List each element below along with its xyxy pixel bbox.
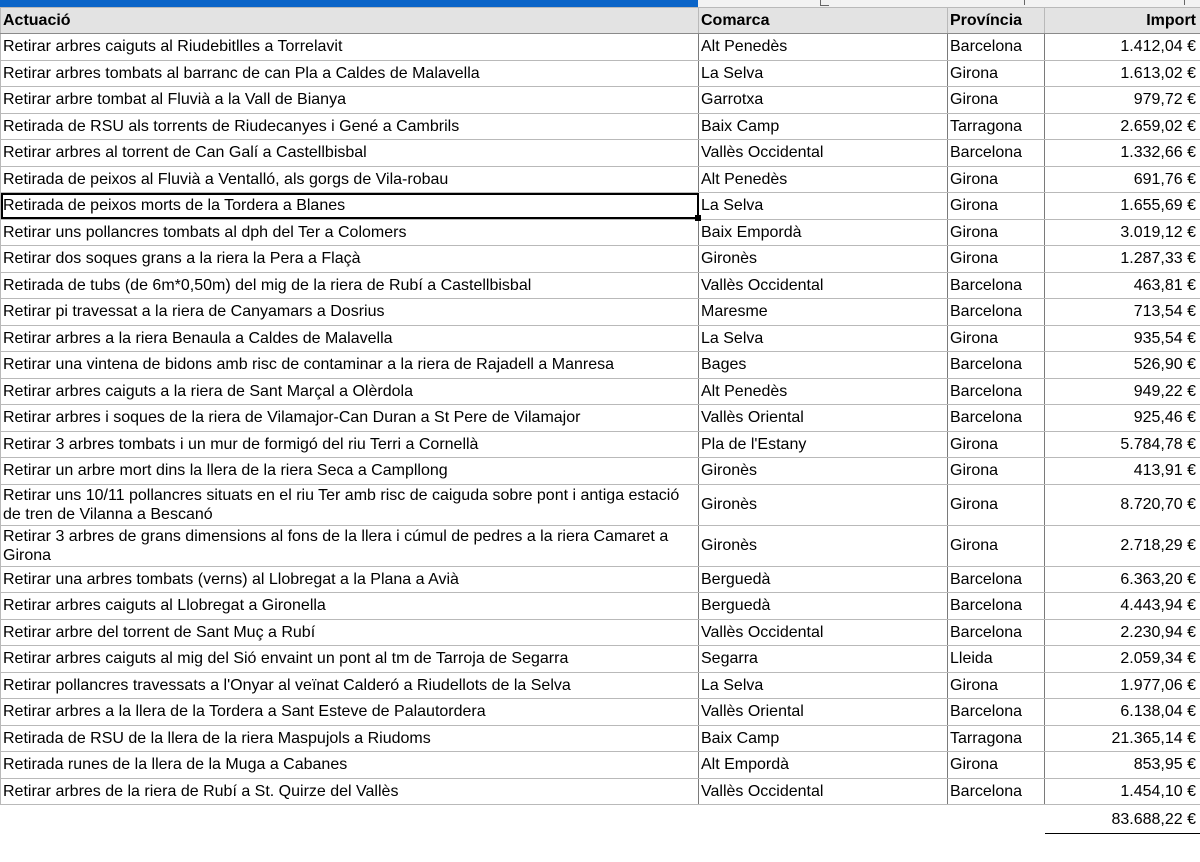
comarca-cell[interactable]: La Selva (699, 325, 948, 352)
provincia-cell[interactable]: Barcelona (948, 566, 1045, 593)
import-cell[interactable]: 6.363,20 € (1045, 566, 1200, 593)
comarca-cell[interactable]: Alt Empordà (699, 752, 948, 779)
import-cell[interactable]: 979,72 € (1045, 87, 1200, 114)
header-row (1, 8, 1200, 34)
table-row (1, 778, 1200, 805)
comarca-cell[interactable]: Vallès Occidental (699, 140, 948, 167)
filter-dropdown-icon[interactable] (820, 0, 829, 6)
import-cell[interactable]: 691,76 € (1045, 166, 1200, 193)
table-row (1, 34, 1200, 61)
table-row (1, 246, 1200, 273)
provincia-cell[interactable]: Barcelona (948, 405, 1045, 432)
comarca-cell[interactable]: La Selva (699, 672, 948, 699)
table-row (1, 646, 1200, 673)
provincia-cell[interactable]: Tarragona (948, 725, 1045, 752)
table-row (1, 193, 1200, 220)
import-cell[interactable]: 2.718,29 € (1045, 525, 1200, 566)
actuacio-cell[interactable]: Retirar un arbre mort dins la llera de la riera Seca a Campllong (1, 458, 699, 485)
comarca-cell[interactable]: Garrotxa (699, 87, 948, 114)
provincia-cell[interactable]: Girona (948, 431, 1045, 458)
actuacio-cell[interactable]: Retirar arbres a la riera Benaula a Caldes de Malavella (1, 325, 699, 352)
comarca-cell[interactable]: Maresme (699, 299, 948, 326)
import-cell[interactable]: 949,22 € (1045, 378, 1200, 405)
provincia-cell[interactable]: Barcelona (948, 778, 1045, 805)
comarca-cell[interactable]: La Selva (699, 60, 948, 87)
table-row (1, 566, 1200, 593)
provincia-cell[interactable]: Girona (948, 672, 1045, 699)
actuacio-cell[interactable]: Retirar arbres caiguts al mig del Sió envaint un pont al tm de Tarroja de Segarra (1, 646, 699, 673)
column-header-comarca[interactable]: Comarca (699, 8, 948, 34)
import-cell[interactable]: 4.443,94 € (1045, 593, 1200, 620)
table-row (1, 140, 1200, 167)
table-row (1, 458, 1200, 485)
actuacio-cell[interactable]: Retirar 3 arbres de grans dimensions al fons de la llera i cúmul de pedres a la riera Camaret a Girona (1, 525, 699, 566)
import-cell[interactable]: 526,90 € (1045, 352, 1200, 379)
import-cell[interactable]: 2.659,02 € (1045, 113, 1200, 140)
import-cell[interactable]: 1.655,69 € (1045, 193, 1200, 220)
comarca-cell[interactable]: Berguedà (699, 593, 948, 620)
import-cell[interactable]: 463,81 € (1045, 272, 1200, 299)
actuacio-cell[interactable]: Retirar dos soques grans a la riera la Pera a Flaçà (1, 246, 699, 273)
import-cell[interactable]: 8.720,70 € (1045, 484, 1200, 525)
column-header-actuacio[interactable]: Actuació (1, 8, 699, 34)
import-cell[interactable]: 6.138,04 € (1045, 699, 1200, 726)
actuacio-cell[interactable]: Retirar arbres al torrent de Can Galí a Castellbisbal (1, 140, 699, 167)
selection-fill-handle[interactable] (695, 215, 701, 221)
comarca-cell[interactable]: Vallès Occidental (699, 272, 948, 299)
spreadsheet-table (0, 7, 1200, 834)
column-header-import[interactable]: Import (1045, 8, 1200, 34)
comarca-cell[interactable]: Vallès Oriental (699, 699, 948, 726)
actuacio-cell[interactable]: Retirar arbres tombats al barranc de can Pla a Caldes de Malavella (1, 60, 699, 87)
provincia-cell[interactable]: Barcelona (948, 699, 1045, 726)
provincia-cell[interactable]: Girona (948, 166, 1045, 193)
table-row (1, 593, 1200, 620)
actuacio-cell[interactable]: Retirar arbres caiguts a la riera de Sant Marçal a Olèrdola (1, 378, 699, 405)
actuacio-cell[interactable]: Retirar uns pollancres tombats al dph del Ter a Colomers (1, 219, 699, 246)
actuacio-cell[interactable]: Retirar 3 arbres tombats i un mur de formigó del riu Terri a Cornellà (1, 431, 699, 458)
toolbar-strip (0, 0, 1200, 7)
import-cell[interactable]: 713,54 € (1045, 299, 1200, 326)
table-row (1, 725, 1200, 752)
import-cell[interactable]: 1.332,66 € (1045, 140, 1200, 167)
empty-cell[interactable] (1, 805, 699, 834)
comarca-cell[interactable]: Alt Penedès (699, 378, 948, 405)
actuacio-cell[interactable]: Retirada de peixos al Fluvià a Ventalló, als gorgs de Vila-robau (1, 166, 699, 193)
provincia-cell[interactable]: Barcelona (948, 378, 1045, 405)
import-cell[interactable]: 2.059,34 € (1045, 646, 1200, 673)
table-row (1, 672, 1200, 699)
provincia-cell[interactable]: Barcelona (948, 34, 1045, 61)
import-cell[interactable]: 1.412,04 € (1045, 34, 1200, 61)
import-cell[interactable]: 1.454,10 € (1045, 778, 1200, 805)
import-cell[interactable]: 925,46 € (1045, 405, 1200, 432)
actuacio-cell[interactable]: Retirar una vintena de bidons amb risc de contaminar a la riera de Rajadell a Manresa (1, 352, 699, 379)
comarca-cell[interactable]: Pla de l'Estany (699, 431, 948, 458)
table-row (1, 87, 1200, 114)
comarca-cell[interactable]: Berguedà (699, 566, 948, 593)
import-cell[interactable]: 853,95 € (1045, 752, 1200, 779)
actuacio-cell[interactable]: Retirar pi travessat a la riera de Canyamars a Dosrius (1, 299, 699, 326)
total-import-cell[interactable]: 83.688,22 € (1045, 805, 1200, 834)
provincia-cell[interactable]: Girona (948, 193, 1045, 220)
filter-dropdown-icon[interactable] (1184, 0, 1191, 5)
actuacio-cell[interactable]: Retirar uns 10/11 pollancres situats en el riu Ter amb risc de caiguda sobre pont i antiga estació de tren de Vilanna a Bescanó (1, 484, 699, 525)
actuacio-cell[interactable]: Retirar una arbres tombats (verns) al Llobregat a la Plana a Avià (1, 566, 699, 593)
active-column-highlight (0, 0, 698, 7)
table-row (1, 431, 1200, 458)
total-row (1, 805, 1200, 834)
table-row (1, 378, 1200, 405)
provincia-cell[interactable]: Girona (948, 484, 1045, 525)
table-row (1, 352, 1200, 379)
comarca-cell[interactable]: Gironès (699, 525, 948, 566)
actuacio-cell[interactable]: Retirar arbres a la llera de la Tordera a Sant Esteve de Palautordera (1, 699, 699, 726)
table-row (1, 525, 1200, 566)
actuacio-cell[interactable]: Retirar arbres i soques de la riera de Vilamajor-Can Duran a St Pere de Vilamajor (1, 405, 699, 432)
empty-cell[interactable] (699, 805, 948, 834)
import-cell[interactable]: 5.784,78 € (1045, 431, 1200, 458)
import-cell[interactable]: 21.365,14 € (1045, 725, 1200, 752)
import-cell[interactable]: 1.287,33 € (1045, 246, 1200, 273)
actuacio-cell[interactable]: Retirada de tubs (de 6m*0,50m) del mig de la riera de Rubí a Castellbisbal (1, 272, 699, 299)
provincia-cell[interactable]: Girona (948, 458, 1045, 485)
table-row (1, 484, 1200, 525)
provincia-cell[interactable]: Tarragona (948, 113, 1045, 140)
table-row (1, 619, 1200, 646)
import-cell[interactable]: 1.613,02 € (1045, 60, 1200, 87)
actuacio-cell[interactable]: Retirada de peixos morts de la Tordera a Blanes (1, 193, 699, 220)
provincia-cell[interactable]: Lleida (948, 646, 1045, 673)
empty-cell[interactable] (948, 805, 1045, 834)
comarca-cell[interactable]: Vallès Occidental (699, 619, 948, 646)
provincia-cell[interactable]: Barcelona (948, 619, 1045, 646)
comarca-cell[interactable]: Segarra (699, 646, 948, 673)
provincia-cell[interactable]: Barcelona (948, 272, 1045, 299)
column-header-provincia[interactable]: Província (948, 8, 1045, 34)
comarca-cell[interactable]: Baix Empordà (699, 219, 948, 246)
actuacio-cell[interactable]: Retirar arbres caiguts al Riudebitlles a Torrelavit (1, 34, 699, 61)
table-row (1, 752, 1200, 779)
filter-dropdown-icon[interactable] (1018, 0, 1025, 5)
provincia-cell[interactable]: Girona (948, 60, 1045, 87)
table-row (1, 699, 1200, 726)
comarca-cell[interactable]: La Selva (699, 193, 948, 220)
comarca-cell[interactable]: Bages (699, 352, 948, 379)
comarca-cell[interactable]: Gironès (699, 458, 948, 485)
actuacio-cell[interactable]: Retirar arbres de la riera de Rubí a St. Quirze del Vallès (1, 778, 699, 805)
provincia-cell[interactable]: Girona (948, 246, 1045, 273)
import-cell[interactable]: 1.977,06 € (1045, 672, 1200, 699)
table-row (1, 219, 1200, 246)
provincia-cell[interactable]: Barcelona (948, 140, 1045, 167)
actuacio-cell[interactable]: Retirada de RSU de la llera de la riera Maspujols a Riudoms (1, 725, 699, 752)
import-cell[interactable]: 2.230,94 € (1045, 619, 1200, 646)
comarca-cell[interactable]: Vallès Oriental (699, 405, 948, 432)
comarca-cell[interactable]: Gironès (699, 484, 948, 525)
provincia-cell[interactable]: Girona (948, 525, 1045, 566)
provincia-cell[interactable]: Barcelona (948, 352, 1045, 379)
actuacio-cell[interactable]: Retirada runes de la llera de la Muga a Cabanes (1, 752, 699, 779)
import-cell[interactable]: 935,54 € (1045, 325, 1200, 352)
comarca-cell[interactable]: Gironès (699, 246, 948, 273)
comarca-cell[interactable]: Alt Penedès (699, 34, 948, 61)
comarca-cell[interactable]: Baix Camp (699, 113, 948, 140)
provincia-cell[interactable]: Girona (948, 219, 1045, 246)
table-row (1, 299, 1200, 326)
table-row (1, 60, 1200, 87)
table-row (1, 166, 1200, 193)
comarca-cell[interactable]: Baix Camp (699, 725, 948, 752)
comarca-cell[interactable]: Vallès Occidental (699, 778, 948, 805)
provincia-cell[interactable]: Barcelona (948, 299, 1045, 326)
actuacio-cell[interactable]: Retirar arbre tombat al Fluvià a la Vall de Bianya (1, 87, 699, 114)
actuacio-cell[interactable]: Retirada de RSU als torrents de Riudecanyes i Gené a Cambrils (1, 113, 699, 140)
provincia-cell[interactable]: Girona (948, 325, 1045, 352)
table-row (1, 272, 1200, 299)
provincia-cell[interactable]: Barcelona (948, 593, 1045, 620)
import-cell[interactable]: 413,91 € (1045, 458, 1200, 485)
table-row (1, 113, 1200, 140)
provincia-cell[interactable]: Girona (948, 752, 1045, 779)
table-row (1, 405, 1200, 432)
table-row (1, 325, 1200, 352)
provincia-cell[interactable]: Girona (948, 87, 1045, 114)
import-cell[interactable]: 3.019,12 € (1045, 219, 1200, 246)
comarca-cell[interactable]: Alt Penedès (699, 166, 948, 193)
actuacio-cell[interactable]: Retirar pollancres travessats a l'Onyar al veïnat Calderó a Riudellots de la Selva (1, 672, 699, 699)
actuacio-cell[interactable]: Retirar arbres caiguts al Llobregat a Gironella (1, 593, 699, 620)
actuacio-cell[interactable]: Retirar arbre del torrent de Sant Muç a Rubí (1, 619, 699, 646)
